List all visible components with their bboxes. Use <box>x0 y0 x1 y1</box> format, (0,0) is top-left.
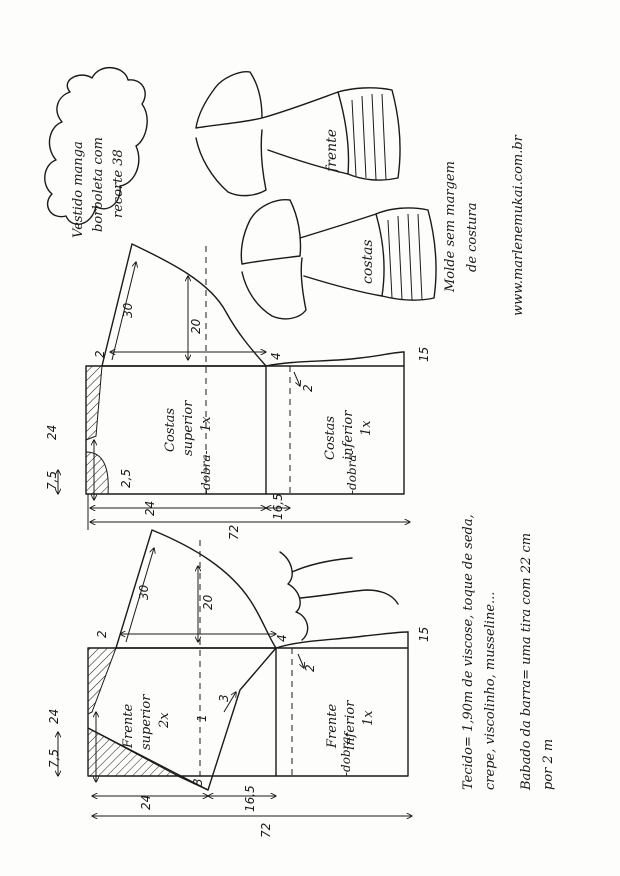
front-upper-label: Frente <box>121 703 136 748</box>
back-dim-hem-15: 15 <box>417 346 431 362</box>
back-fold-2: -dobra- <box>345 450 359 494</box>
note-line-2: de costura <box>465 202 480 272</box>
back-dim-top-width: 24 <box>45 424 59 440</box>
front-lower-count: 1x <box>361 710 376 726</box>
front-dim-total-length: 72 <box>259 822 273 838</box>
title-line-3: recorte 38 <box>111 149 126 218</box>
back-fold-1: -dobra- <box>199 450 213 494</box>
front-dim-sleeve-depth: 20 <box>201 594 215 610</box>
back-lower-label-2: inferior <box>341 410 356 460</box>
front-dim-hem-15: 15 <box>417 626 431 642</box>
dress-sketch-front <box>196 72 400 196</box>
front-pattern <box>47 530 431 838</box>
website-url: www.marlenemukai.com.br <box>511 135 526 316</box>
fabric-line-3: Babado da barra= uma tira com 22 cm <box>519 532 534 790</box>
front-dim-upper-height: 24 <box>139 794 153 810</box>
sketch-back-label: costas <box>360 239 376 284</box>
fabric-line-2: crepe, viscolinho, musseline... <box>483 591 498 790</box>
front-lower-label: Frente <box>325 703 340 748</box>
back-pattern <box>45 244 431 540</box>
front-dim-sleeve-len: 30 <box>137 584 151 600</box>
signature-flourish <box>280 552 398 640</box>
back-lower-count: 1x <box>359 420 374 436</box>
front-dim-side-2: 2 <box>303 664 317 672</box>
front-upper-label-2: superior <box>139 694 154 750</box>
front-dim-neck-drop: 7,5 <box>47 748 61 768</box>
front-fold: -dobra- <box>339 732 353 776</box>
front-lower-label-2: inferior <box>343 700 358 750</box>
dress-sketch-back <box>241 200 436 319</box>
front-dim-shoulder-rise: 2 <box>95 630 109 638</box>
back-dim-neck-drop: 7,5 <box>45 470 59 490</box>
fabric-line-4: por 2 m <box>541 738 556 790</box>
back-dim-sleeve-depth: 20 <box>189 318 203 334</box>
back-dim-shoulder-rise: 2 <box>93 350 107 358</box>
front-dim-dart-3: 3 <box>217 694 231 702</box>
front-upper-count: 2x <box>157 712 172 728</box>
front-dim-corner-3: 3 <box>191 778 205 786</box>
back-dim-neck-small: 2,5 <box>119 468 133 488</box>
sketch-front-label: frente <box>324 128 340 172</box>
front-dim-dart-1: 1 <box>195 714 209 722</box>
back-dim-side-4: 4 <box>269 352 283 360</box>
notes-block <box>443 161 480 293</box>
note-line-1: Molde sem margem <box>443 161 458 292</box>
back-upper-label-2: superior <box>181 400 196 456</box>
title-line-2: borboleta com <box>91 137 106 232</box>
front-dim-top-width: 24 <box>47 708 61 724</box>
back-lower-label: Costas <box>323 415 338 460</box>
back-dim-total-length: 72 <box>227 524 241 540</box>
back-dim-upper-height: 24 <box>143 500 157 516</box>
title-line-1: Vestido manga <box>71 141 86 238</box>
front-dim-side-4: 4 <box>275 634 289 642</box>
front-dim-lower-height: 16,5 <box>243 785 257 812</box>
back-dim-lower-height: 16,5 <box>271 493 285 520</box>
fabric-notes <box>461 514 556 791</box>
back-dim-side-2: 2 <box>301 384 315 392</box>
back-upper-label: Costas <box>163 407 178 452</box>
fabric-line-1: Tecido= 1,90m de viscose, toque de seda, <box>461 514 476 790</box>
back-dim-sleeve-len: 30 <box>121 302 135 318</box>
back-upper-count: 1x <box>199 416 214 432</box>
title-bubble <box>45 68 147 238</box>
